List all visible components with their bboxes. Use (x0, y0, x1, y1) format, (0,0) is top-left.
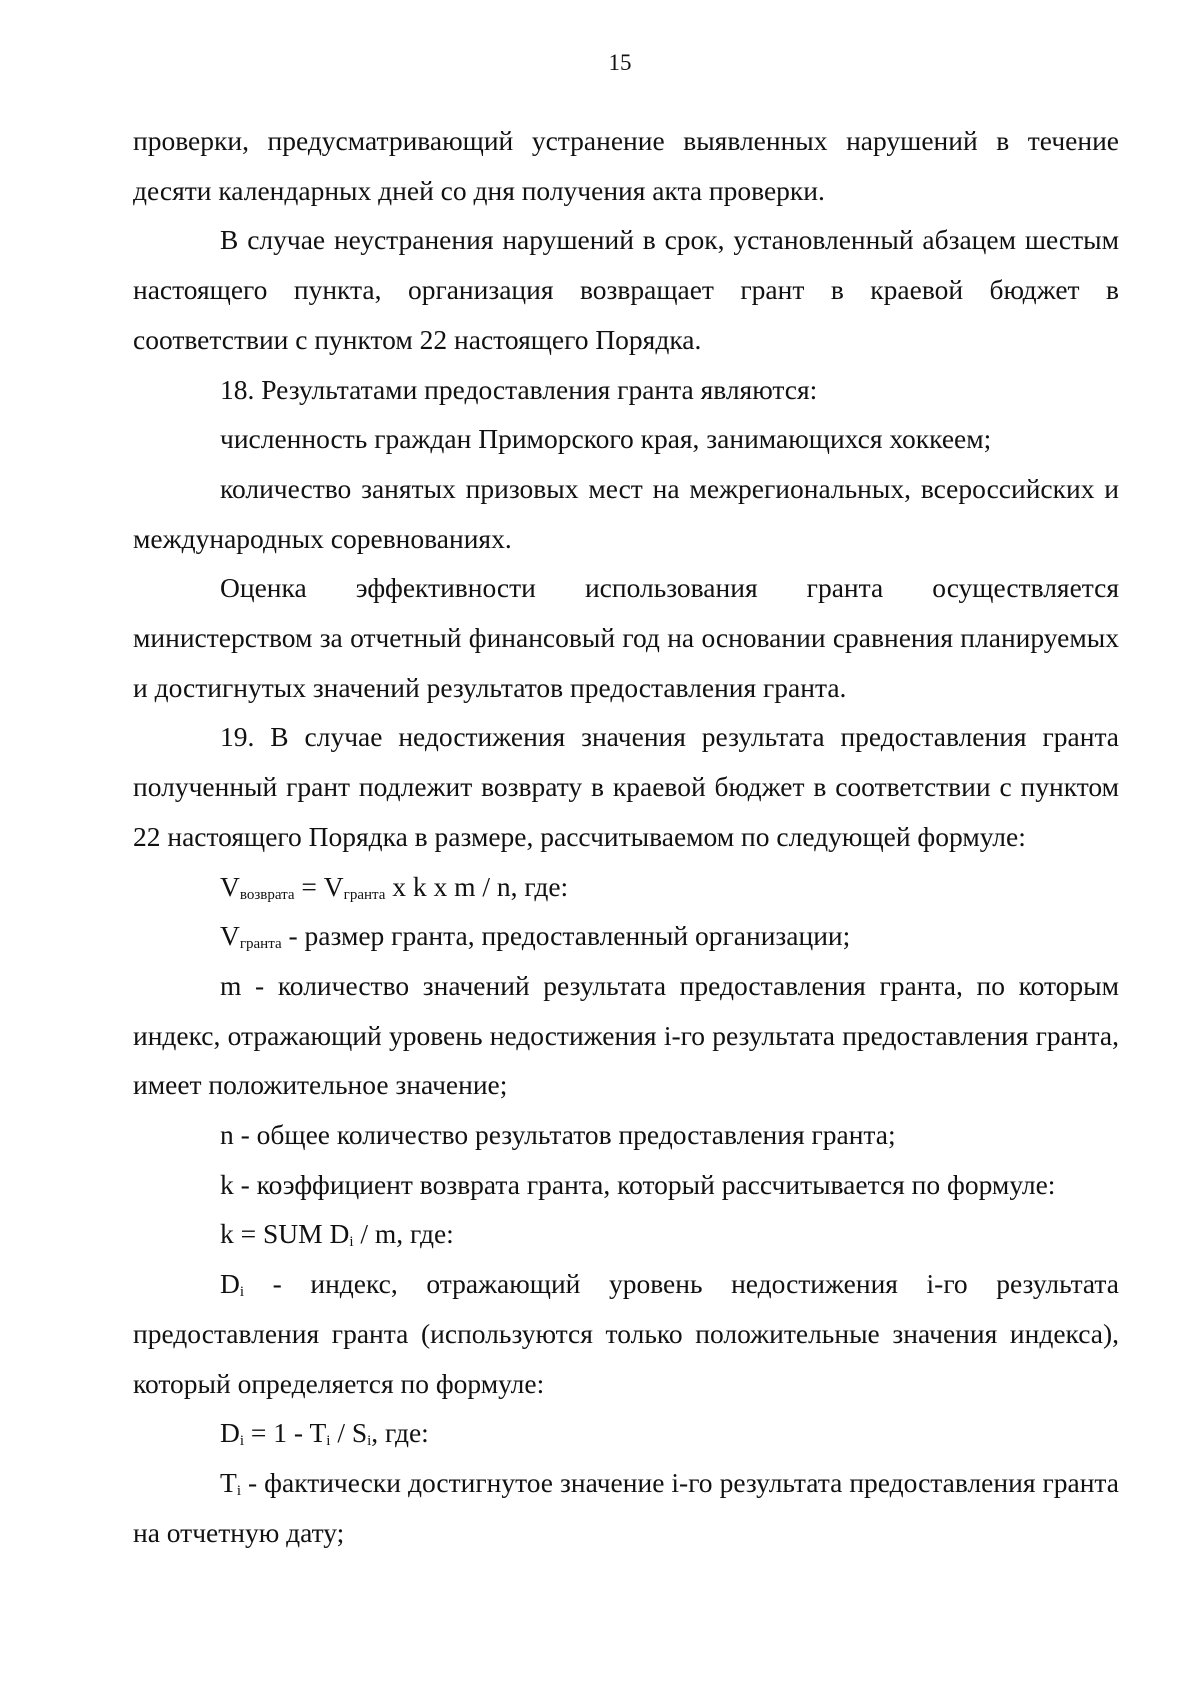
definition-v-grant: $V_{гранта}$ - размер гранта, предоставленный организации; (220, 920, 851, 953)
paragraph-efficiency: Оценка эффективности использования гранта осуществляется министерством за отчетный финансовый год на основании сравнения планируемых и достигнутых значений результатов предоставления гранта. (133, 572, 1119, 703)
definition-t: $T_i$ - фактически достигнутое значение i-го результата предоставления гранта на отчетную дату; (133, 1466, 1119, 1548)
formula-return-amount: $V_{возврата} = V_{гранта}$ x k x m / n, где: (220, 870, 569, 903)
formula-k: k = SUM $D_i$ / m, где: (220, 1218, 454, 1251)
document-body (133, 116, 1119, 1557)
paragraph-item-18: 18. Результатами предоставления гранта являются: (220, 373, 818, 405)
paragraph-result-citizens: численность граждан Приморского края, занимающихся хоккеем; (220, 423, 992, 455)
paragraph-item-19: 19. В случае недостижения значения результата предоставления гранта полученный грант подлежит возврату в краевой бюджет в соответствии с пунктом 22 настоящего Порядка в размере, рассчитываемом по следующей формуле: (133, 721, 1119, 852)
paragraph-result-prizes: количество занятых призовых мест на межрегиональных, всероссийских и международных соревнованиях. (133, 472, 1119, 554)
formula-d: $D_i = 1 - T_i / S_i$, где: (220, 1417, 429, 1450)
page-number: 15 (608, 50, 632, 75)
definition-n: n - общее количество результатов предоставления гранта; (220, 1119, 896, 1151)
paragraph-continuation: проверки, предусматривающий устранение выявленных нарушений в течение десяти календарных дней со дня получения акта проверки. (133, 125, 1119, 206)
definition-k: k - коэффициент возврата гранта, который рассчитывается по формуле: (220, 1168, 1056, 1200)
paragraph-violation-return: В случае неустранения нарушений в срок, установленный абзацем шестым настоящего пункта, организация возвращает грант в краевой бюджет в соответствии с пунктом 22 настоящего Порядка. (133, 224, 1119, 355)
definition-m: m - количество значений результата предоставления гранта, по которым индекс, отражающий уровень недостижения i-го результата предоставления гранта, имеет положительное значение; (133, 969, 1119, 1101)
definition-d-index: $D_i$ - индекс, отражающий уровень недостижения i-го результата предоставления гранта (используются только положительные значения индекса), который определяется по формуле: (133, 1268, 1119, 1399)
